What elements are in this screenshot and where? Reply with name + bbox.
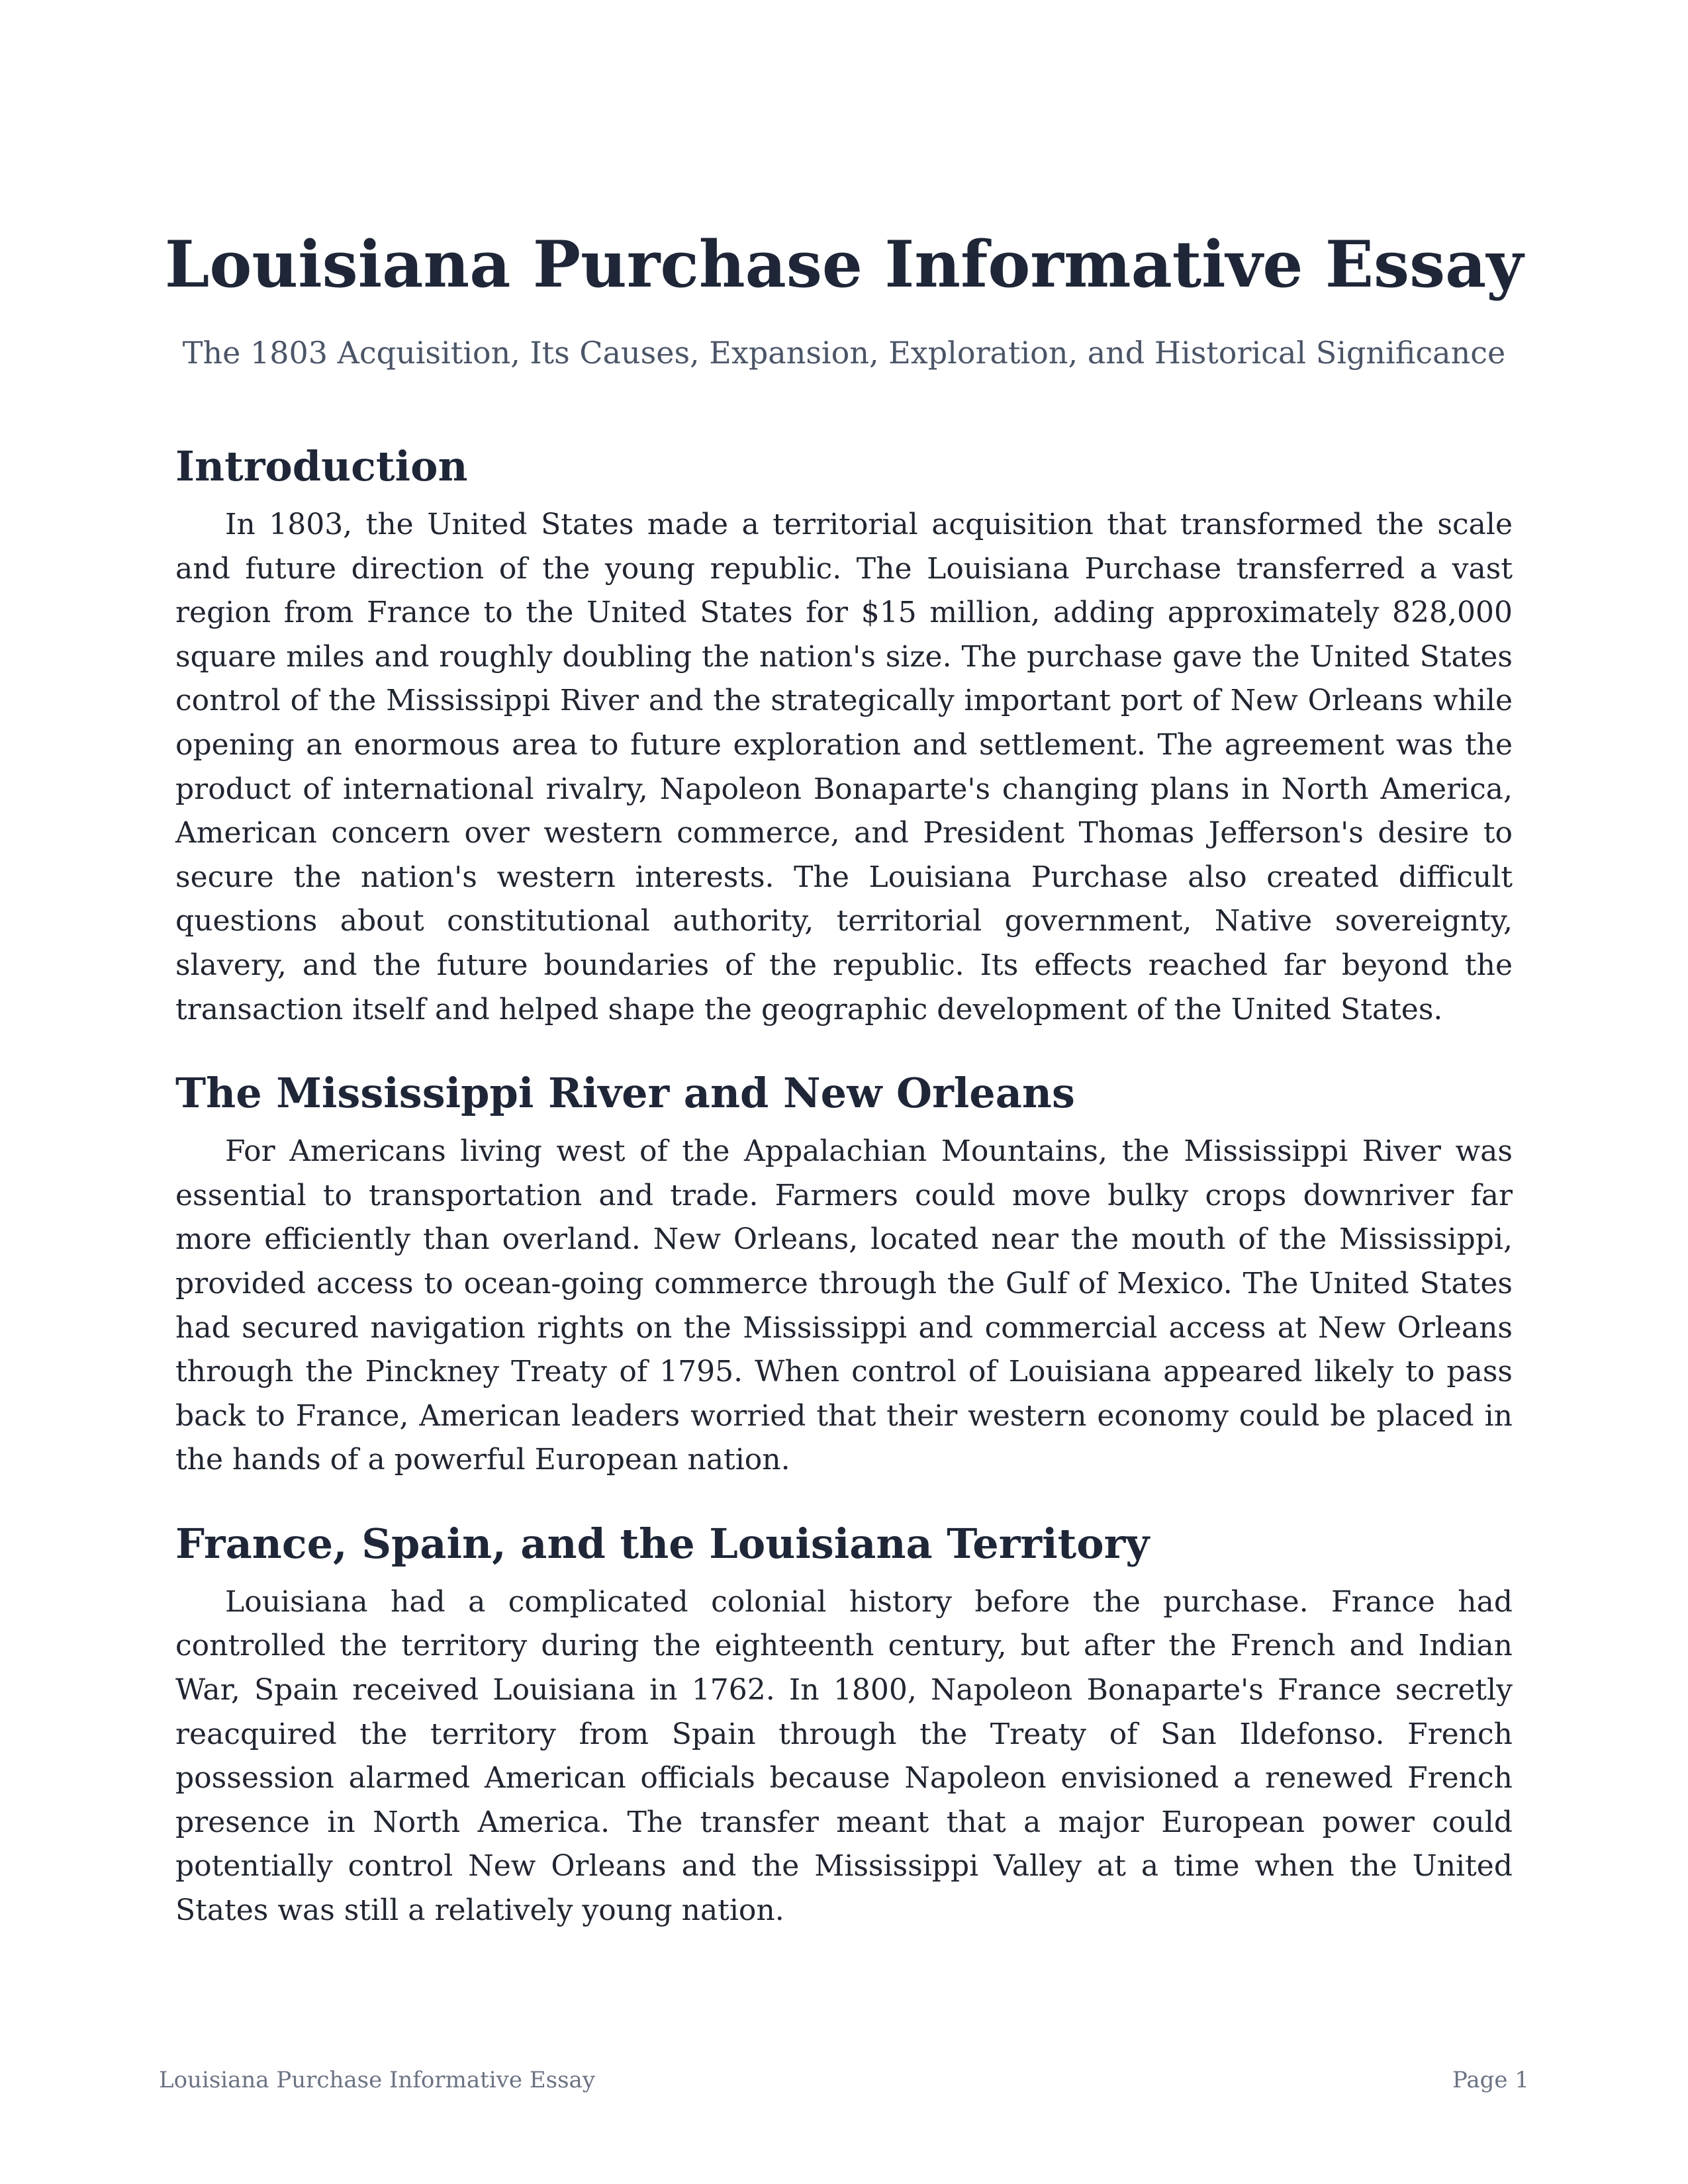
footer-page-number: Page 1: [1452, 2067, 1529, 2093]
section-heading: The Mississippi River and New Orleans: [175, 1069, 1075, 1118]
essay-content: [175, 437, 1513, 1933]
document-title: Louisiana Purchase Informative Essay: [164, 227, 1524, 302]
document-subtitle: The 1803 Acquisition, Its Causes, Expansion, Exploration, and Historical Significance: [182, 335, 1506, 371]
section-introduction: [175, 437, 1513, 1032]
section-mississippi-river: [175, 1064, 1513, 1482]
section-paragraph: For Americans living west of the Appalachian Mountains, the Mississippi River was essential to transportation and trade. Farmers could move bulky crops downriver far more efficiently than overland. New Orleans, located near the mouth of the Mississippi, provided access to ocean-going commerce through the Gulf of Mexico. The United States had secured navigation rights on the Mississippi and commercial access at New Orleans through the Pinckney Treaty of 1795. When control of Louisiana appeared likely to pass back to France, American leaders worried that their western economy could be placed in the hands of a powerful European nation.: [175, 1134, 1513, 1477]
footer-document-title: Louisiana Purchase Informative Essay: [159, 2067, 596, 2093]
section-heading: Introduction: [175, 442, 468, 490]
section-heading: France, Spain, and the Louisiana Territory: [175, 1519, 1150, 1568]
section-paragraph: In 1803, the United States made a territorial acquisition that transformed the scale and future direction of the young republic. The Louisiana Purchase transferred a vast region from France to the United States for $15 million, adding approximately 828,000 square miles and roughly doubling the nation's size. The purchase gave the United States control of the Mississippi River and the strategically important port of New Orleans while opening an enormous area to future exploration and settlement. The agreement was the product of international rivalry, Napoleon Bonaparte's changing plans in North America, American concern over western commerce, and President Thomas Jefferson's desire to secure the nation's western interests. The Louisiana Purchase also created difficult questions about constitutional authority, territorial government, Native sovereignty, slavery, and the future boundaries of the republic. Its effects reached far beyond the transaction itself and helped shape the geographic development of the United States.: [175, 508, 1513, 1026]
section-paragraph: Louisiana had a complicated colonial history before the purchase. France had controlled the territory during the eighteenth century, but after the French and Indian War, Spain received Louisiana in 1762. In 1800, Napoleon Bonaparte's France secretly reacquired the territory from Spain through the Treaty of San Ildefonso. French possession alarmed American officials because Napoleon envisioned a renewed French presence in North America. The transfer meant that a major European power could potentially control New Orleans and the Mississippi Valley at a time when the United States was still a relatively young nation.: [175, 1584, 1513, 1928]
section-france-spain: [175, 1514, 1513, 1933]
